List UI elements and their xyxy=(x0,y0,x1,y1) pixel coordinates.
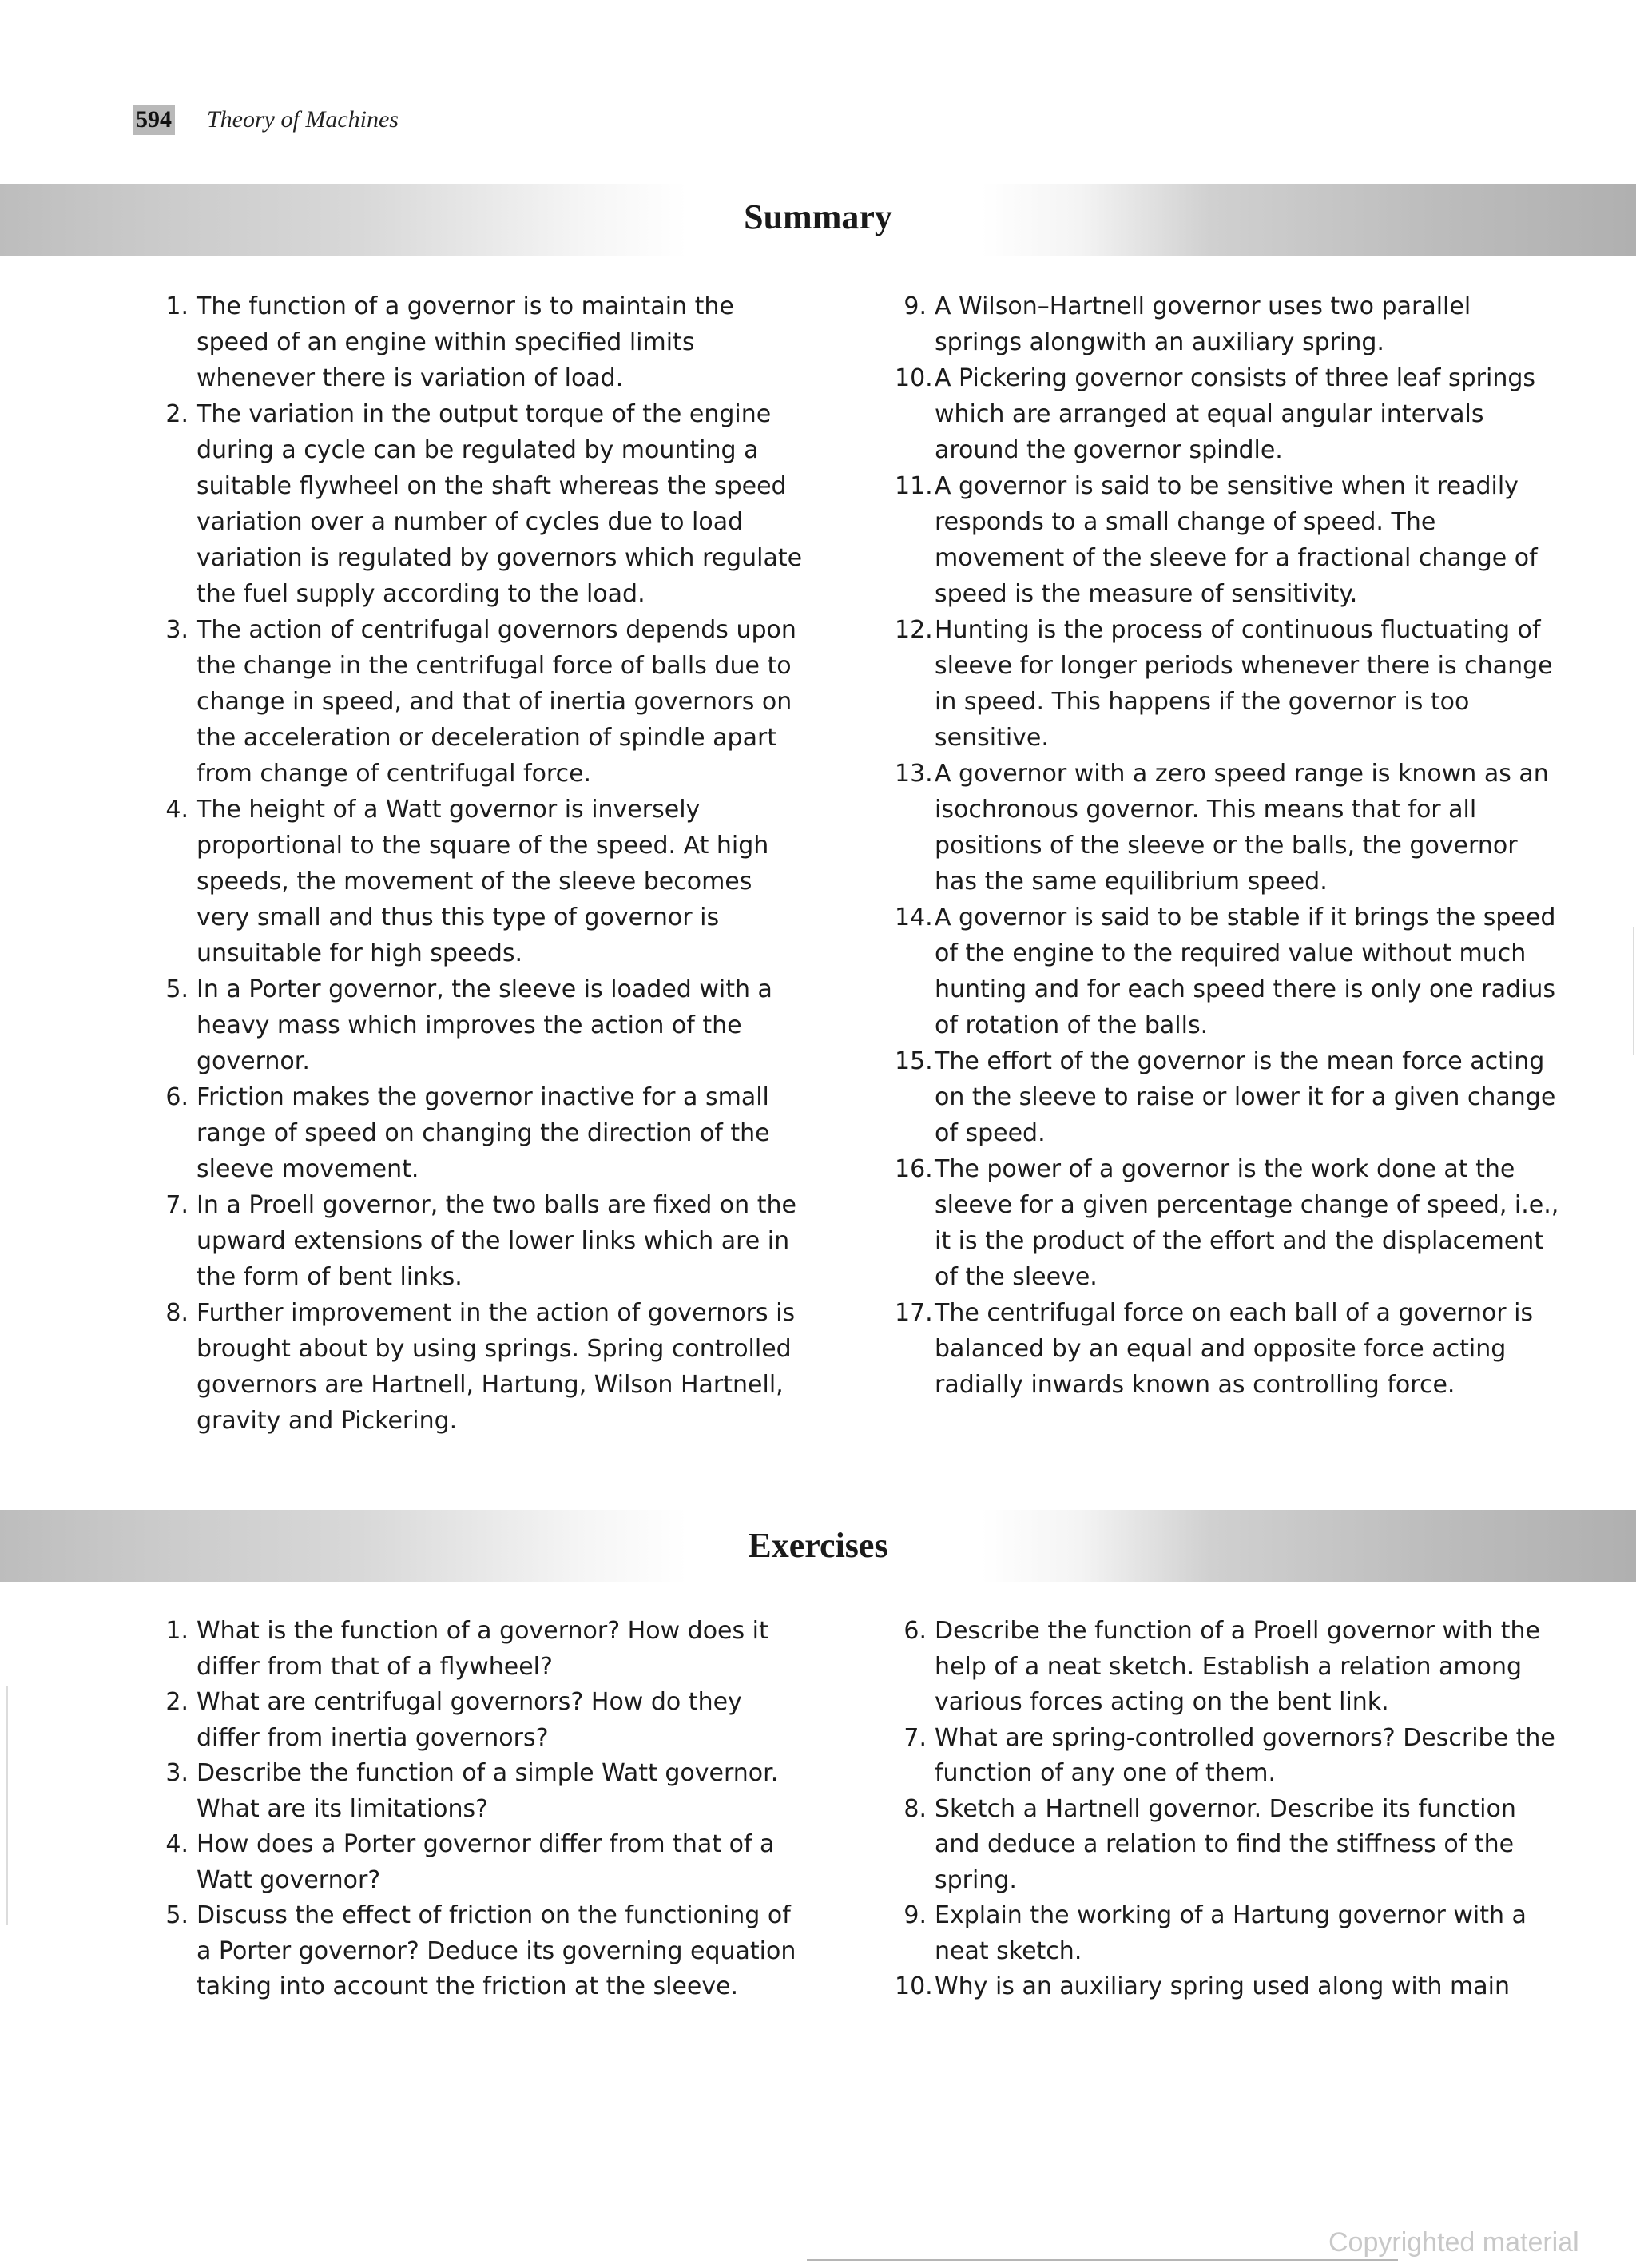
scan-edge-line-left xyxy=(6,1686,8,1925)
item-number: 8. xyxy=(165,1299,189,1327)
item-number: 2. xyxy=(165,400,189,428)
summary-list-left xyxy=(157,288,812,1439)
item-text: The effort of the governor is the mean force acting on the sleeve to raise or lower it for a given change of speed. xyxy=(935,1047,1556,1147)
exercises-list-right xyxy=(895,1614,1561,2005)
exercises-heading: Exercises xyxy=(748,1526,888,1565)
item-text: The action of centrifugal governors depends upon the change in the centrifugal force of balls due to change in speed, and that of inertia governors on the acceleration or deceleration of spindle apart from change of centrifugal force. xyxy=(197,616,796,788)
list-item xyxy=(895,1614,1561,1721)
item-number: 9. xyxy=(903,1901,927,1929)
item-text: A governor is said to be stable if it brings the speed of the engine to the required value without much hunting and for each speed there is only one radius of rotation of the balls. xyxy=(935,904,1556,1039)
item-number: 6. xyxy=(165,1083,189,1111)
list-item xyxy=(157,1827,812,1898)
item-text: Describe the function of a simple Watt governor. What are its limitations? xyxy=(197,1759,779,1823)
page-header xyxy=(133,101,399,139)
copyright-watermark: Copyrighted material xyxy=(1328,2227,1579,2258)
item-number: 3. xyxy=(165,1759,189,1787)
item-text: A Wilson–Hartnell governor uses two parallel springs alongwith an auxiliary spring. xyxy=(935,292,1471,356)
list-item xyxy=(895,756,1561,900)
list-item xyxy=(895,1043,1561,1151)
item-number: 9. xyxy=(903,292,927,320)
scan-edge-line xyxy=(1633,927,1634,1055)
item-text: What are spring-controlled governors? Describe the function of any one of them. xyxy=(935,1723,1555,1787)
bottom-rule xyxy=(807,2259,1398,2261)
page-number: 594 xyxy=(133,105,175,135)
list-item xyxy=(157,1898,812,2005)
item-text: What is the function of a governor? How does it differ from that of a flywheel? xyxy=(197,1617,768,1681)
item-number: 15. xyxy=(895,1047,933,1075)
list-item xyxy=(157,971,812,1079)
item-text: In a Proell governor, the two balls are fixed on the upward extensions of the lower links which are in the form of bent links. xyxy=(197,1191,796,1291)
item-number: 7. xyxy=(903,1723,927,1752)
item-text: Describe the function of a Proell governor with the help of a neat sketch. Establish a relation among various forces acting on the bent link. xyxy=(935,1617,1540,1716)
list-item xyxy=(157,1187,812,1295)
item-number: 10. xyxy=(895,364,933,392)
list-item xyxy=(157,1685,812,1756)
summary-heading: Summary xyxy=(744,197,892,236)
list-item xyxy=(157,612,812,792)
item-text: Friction makes the governor inactive for a small range of speed on changing the direction of the sleeve movement. xyxy=(197,1083,770,1183)
item-text: Why is an auxiliary spring used along with main xyxy=(935,1972,1510,2000)
item-number: 5. xyxy=(165,1901,189,1929)
item-number: 5. xyxy=(165,975,189,1003)
list-item xyxy=(157,1079,812,1187)
list-item xyxy=(157,288,812,396)
list-item xyxy=(895,288,1561,360)
item-number: 8. xyxy=(903,1794,927,1823)
item-number: 13. xyxy=(895,760,933,788)
item-text: Sketch a Hartnell governor. Describe its function and deduce a relation to find the stiffness of the spring. xyxy=(935,1794,1516,1894)
item-number: 10. xyxy=(895,1972,933,2000)
list-item xyxy=(895,1295,1561,1403)
item-number: 2. xyxy=(165,1688,189,1716)
item-number: 7. xyxy=(165,1191,189,1219)
item-text: Discuss the effect of friction on the functioning of a Porter governor? Deduce its governing equation taking into account the friction at the sleeve. xyxy=(197,1901,796,2000)
list-item xyxy=(895,1721,1561,1792)
list-item xyxy=(895,900,1561,1043)
item-number: 14. xyxy=(895,904,933,931)
item-number: 12. xyxy=(895,616,933,644)
list-item xyxy=(895,1969,1561,2005)
list-item xyxy=(895,1151,1561,1295)
item-number: 4. xyxy=(165,796,189,824)
item-text: In a Porter governor, the sleeve is loaded with a heavy mass which improves the action of the governor. xyxy=(197,975,772,1075)
list-item xyxy=(895,468,1561,612)
list-item xyxy=(157,1295,812,1439)
item-text: The variation in the output torque of the engine during a cycle can be regulated by mounting a suitable flywheel on the shaft whereas the speed variation over a number of cycles due to load variation is regulated by governors which regulate the fuel supply according to the load. xyxy=(197,400,803,608)
item-number: 16. xyxy=(895,1155,933,1183)
item-number: 1. xyxy=(165,1617,189,1645)
item-text: Further improvement in the action of governors is brought about by using springs. Spring controlled governors are Hartnell, Hartung, Wilson Hartnell, gravity and Pickering. xyxy=(197,1299,796,1435)
item-text: A governor with a zero speed range is known as an isochronous governor. This means that for all positions of the sleeve or the balls, the governor has the same equilibrium speed. xyxy=(935,760,1549,896)
item-text: The centrifugal force on each ball of a governor is balanced by an equal and opposite force acting radially inwards known as controlling force. xyxy=(935,1299,1534,1399)
item-number: 1. xyxy=(165,292,189,320)
item-text: The function of a governor is to maintain the speed of an engine within specified limits whenever there is variation of load. xyxy=(197,292,734,392)
item-text: The height of a Watt governor is inversely proportional to the square of the speed. At high speeds, the movement of the sleeve becomes very small and thus this type of governor is unsuitable for high speeds. xyxy=(197,796,769,967)
item-text: The power of a governor is the work done at the sleeve for a given percentage change of speed, i.e., it is the product of the effort and the displacement of the sleeve. xyxy=(935,1155,1559,1291)
item-number: 6. xyxy=(903,1617,927,1645)
item-number: 4. xyxy=(165,1830,189,1858)
list-item xyxy=(157,792,812,971)
item-number: 11. xyxy=(895,472,933,500)
summary-list-right xyxy=(895,288,1561,1403)
item-text: How does a Porter governor differ from that of a Watt governor? xyxy=(197,1830,775,1894)
item-text: A Pickering governor consists of three leaf springs which are arranged at equal angular intervals around the governor spindle. xyxy=(935,364,1536,464)
list-item xyxy=(895,360,1561,468)
list-item xyxy=(157,396,812,612)
running-title: Theory of Machines xyxy=(207,106,399,133)
item-number: 17. xyxy=(895,1299,933,1327)
list-item xyxy=(157,1614,812,1685)
item-text: Hunting is the process of continuous fluctuating of sleeve for longer periods whenever there is change in speed. This happens if the governor is too sensitive. xyxy=(935,616,1553,752)
item-text: What are centrifugal governors? How do they differ from inertia governors? xyxy=(197,1688,742,1752)
list-item xyxy=(157,1756,812,1827)
item-number: 3. xyxy=(165,616,189,644)
item-text: Explain the working of a Hartung governor with a neat sketch. xyxy=(935,1901,1527,1965)
list-item xyxy=(895,1792,1561,1899)
list-item xyxy=(895,1898,1561,1969)
item-text: A governor is said to be sensitive when it readily responds to a small change of speed. The movement of the sleeve for a fractional change of speed is the measure of sensitivity. xyxy=(935,472,1538,608)
exercises-list-left xyxy=(157,1614,812,2005)
list-item xyxy=(895,612,1561,756)
